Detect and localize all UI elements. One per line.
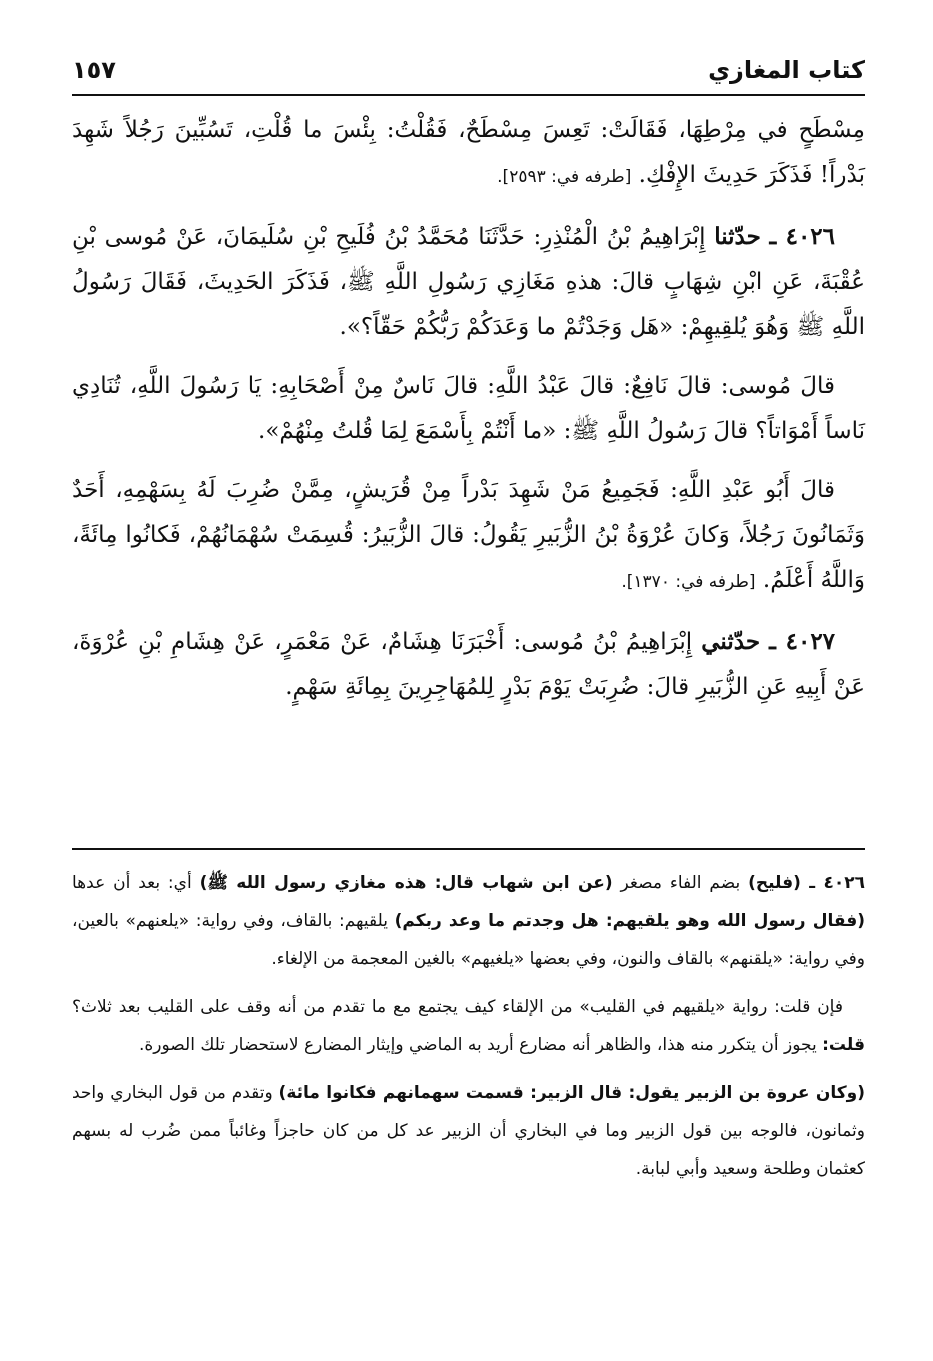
page-number: ١٥٧ [72, 56, 116, 84]
hadith-4026 [72, 214, 865, 350]
commentary-footnotes [72, 864, 865, 1198]
paragraph-continuation [72, 108, 865, 200]
footnote-3 [72, 1074, 865, 1188]
footnote-text: وتقدم من قول البخاري واحد وثمانون، فالوجه بين قول الزبير وما في البخاري أن الزبير عد كل من كان حاجزاً وغائباً ممن ضُرب له بسهم كعثمان وطلحة وسعيد وأبي لبابة. [72, 1083, 865, 1179]
footnote-text: يلقيهم: بالقاف، وفي رواية: «يلعنهم» بالعين، وفي رواية: «يلقنهم» بالقاف والنون، وفي بعضها «يلغيهم» بالغين المعجمة من الإلغاء. [72, 911, 865, 969]
footnote-bold: ٤٠٢٦ ـ (فليح) [748, 873, 866, 893]
book-title: كتاب المغازي [708, 56, 865, 84]
footnote-2 [72, 988, 865, 1064]
footnote-divider [72, 848, 865, 850]
footnote-text: بضم الفاء مصغر [620, 873, 741, 893]
paragraph-abu-abdillah [72, 468, 865, 605]
cross-reference: [طرفه في: ١٣٧٠]. [621, 572, 756, 592]
footnote-bold: (عن ابن شهاب قال: هذه مغازي رسول الله ﷺ) [199, 873, 613, 893]
hadith-number: ٤٠٢٧ ـ [769, 628, 836, 655]
hadith-text: إِبْرَاهِيمُ بْنُ الْمُنْذِرِ: حَدَّثَنَا مُحَمَّدُ بْنُ فُلَيحِ بْنِ سُلَيمَانَ، عَنْ مُوسى بْنِ عُقْبَةَ، عَنِ ابْنِ شِهَابٍ قالَ: هذهِ مَغَازِي رَسُولِ اللَّهِ ﷺ، فَذَكَرَ الحَدِيثَ، فَقَالَ رَسُولُ اللَّهِ ﷺ وَهُوَ يُلقِيهِمْ: «هَل وَجَدْتُمْ ما وَعَدَكُمْ رَبُّكُمْ حَقّاً؟». [72, 224, 865, 340]
paragraph-text: قالَ أَبُو عَبْدِ اللَّهِ: فَجَمِيعُ مَنْ شَهِدَ بَدْراً مِنْ قُرَيشٍ، مِمَّنْ ضُرِبَ لَهُ بِسَهْمِهِ، أَحَدٌ وَثَمَانُونَ رَجُلاً، وَكانَ عُرْوَةُ بْنُ الزُّبَيرِ يَقُولُ: قالَ الزُّبَيرُ: قُسِمَتْ سُهْمَانُهُمْ، فَكانُوا مِائَةً، وَاللَّهُ أَعْلَمُ. [72, 477, 865, 593]
hadith-number: ٤٠٢٦ ـ [769, 223, 836, 250]
footnote-text: فإن قلت: رواية «يلقيهم في القليب» من الإلقاء كيف يجتمع مع ما تقدم من أنه وقف على القليب بعد ثلاث؟ [72, 997, 843, 1017]
footnote-text: أي: بعد أن عدها [72, 873, 192, 893]
page-header [72, 50, 865, 96]
narration-verb: حدّثنا [714, 223, 761, 250]
footnote-1 [72, 864, 865, 978]
paragraph-musa [72, 364, 865, 454]
footnote-bold: (وكان عروة بن الزبير يقول: قال الزبير: قسمت سهمانهم فكانوا مائة) [278, 1083, 865, 1103]
cross-reference: [طرفه في: ٢٥٩٣]. [497, 167, 632, 187]
footnote-text: يجوز أن يتكرر منه هذا، والظاهر أنه مضارع أريد به الماضي وإيثار المضارع لاستحضار تلك الصورة. [138, 1035, 817, 1055]
hadith-4027 [72, 619, 865, 710]
paragraph-text: مِسْطَحٍ في مِرْطِهَا، فَقَالَتْ: تَعِسَ مِسْطَحٌ، فَقُلْتُ: بِئْسَ ما قُلْتِ، تَسُبِّينَ رَجُلاً شَهِدَ بَدْراً! فَذَكَرَ حَدِيثَ الإِفْكِ. [72, 117, 865, 188]
footnote-bold: (فقال رسول الله وهو يلقيهم: هل وجدتم ما وعد ربكم) [394, 911, 865, 931]
main-text [72, 108, 865, 724]
hadith-text: إِبْرَاهِيمُ بْنُ مُوسى: أَخْبَرَنَا هِشَامٌ، عَنْ مَعْمَرٍ، عَنْ هِشَامِ بْنِ عُرْوَةَ، عَنْ أَبِيهِ عَنِ الزُّبَيرِ قالَ: ضُرِبَتْ يَوْمَ بَدْرٍ لِلمُهَاجِرِينَ بِمِائَةِ سَهْمٍ. [72, 629, 865, 700]
narration-verb: حدّثني [701, 628, 761, 655]
footnote-bold: قلت: [822, 1035, 865, 1055]
paragraph-text: قالَ مُوسى: قالَ نَافِعٌ: قالَ عَبْدُ اللَّهِ: قالَ نَاسٌ مِنْ أَصْحَابِهِ: يَا رَسُولَ اللَّهِ، تُنَادِي نَاساً أَمْوَاتاً؟ قالَ رَسُولُ اللَّهِ ﷺ: «ما أَنْتُمْ بِأَسْمَعَ لِمَا قُلتُ مِنْهُمْ». [72, 373, 865, 444]
